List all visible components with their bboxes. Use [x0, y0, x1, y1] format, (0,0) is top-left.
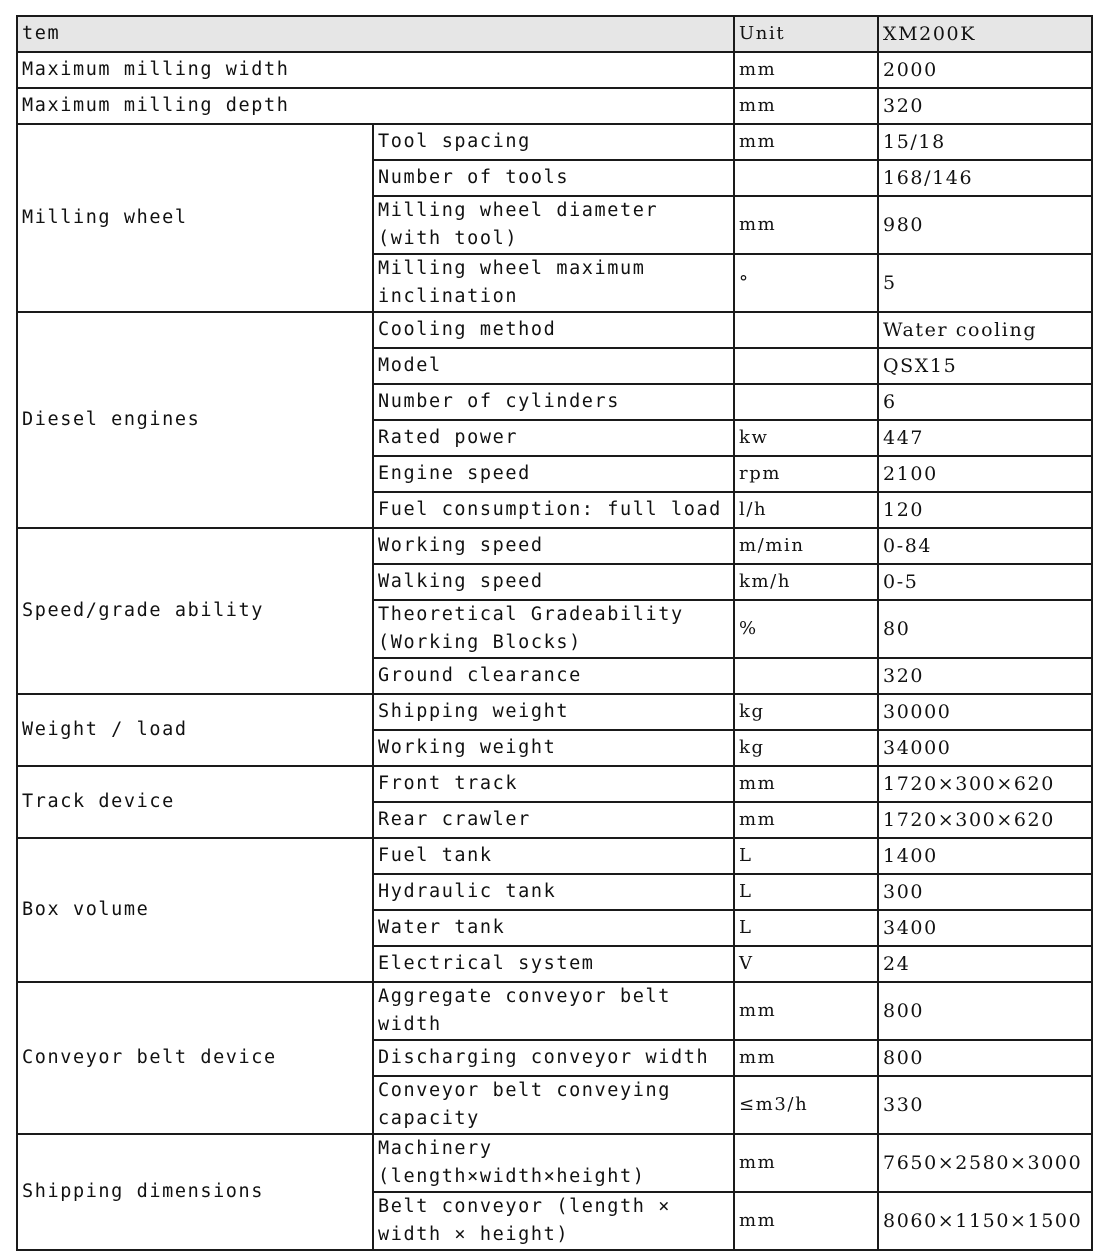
- row-value: 120: [878, 492, 1092, 528]
- group-label: Weight / load: [17, 694, 373, 766]
- row-label: Working weight: [373, 730, 734, 766]
- row-label: Number of cylinders: [373, 384, 734, 420]
- row-unit: [734, 160, 878, 196]
- row-unit: [734, 384, 878, 420]
- group-label: Conveyor belt device: [17, 982, 373, 1134]
- row-value: 24: [878, 946, 1092, 982]
- row-label: Conveyor belt conveying capacity: [373, 1076, 734, 1134]
- row-label: Milling wheel maximum inclination: [373, 254, 734, 312]
- row-unit: mm: [734, 88, 878, 124]
- row-value: 8060×1150×1500: [878, 1192, 1092, 1250]
- table-row: [17, 1134, 1092, 1192]
- row-label: Working speed: [373, 528, 734, 564]
- row-value: Water cooling: [878, 312, 1092, 348]
- header-item: tem: [17, 16, 734, 52]
- row-unit: kg: [734, 694, 878, 730]
- row-value: 320: [878, 88, 1092, 124]
- table-row: [17, 52, 1092, 88]
- row-unit: mm: [734, 982, 878, 1040]
- table-row: [17, 838, 1092, 874]
- group-label: Speed/grade ability: [17, 528, 373, 694]
- row-value: 30000: [878, 694, 1092, 730]
- row-value: 330: [878, 1076, 1092, 1134]
- row-unit: kg: [734, 730, 878, 766]
- row-unit: m/min: [734, 528, 878, 564]
- row-value: 6: [878, 384, 1092, 420]
- row-label: Model: [373, 348, 734, 384]
- row-value: 80: [878, 600, 1092, 658]
- row-value: 2000: [878, 52, 1092, 88]
- table-row: [17, 88, 1092, 124]
- row-label: Milling wheel diameter (with tool): [373, 196, 734, 254]
- row-label: Front track: [373, 766, 734, 802]
- row-unit: L: [734, 910, 878, 946]
- row-label: Number of tools: [373, 160, 734, 196]
- group-label: Track device: [17, 766, 373, 838]
- row-label: Shipping weight: [373, 694, 734, 730]
- row-unit: mm: [734, 802, 878, 838]
- row-value: 1400: [878, 838, 1092, 874]
- row-label: Engine speed: [373, 456, 734, 492]
- row-value: QSX15: [878, 348, 1092, 384]
- row-label: Discharging conveyor width: [373, 1040, 734, 1076]
- row-unit: mm: [734, 1192, 878, 1250]
- row-label: Machinery (length×width×height): [373, 1134, 734, 1192]
- row-value: 168/146: [878, 160, 1092, 196]
- group-label: Milling wheel: [17, 124, 373, 312]
- row-unit: L: [734, 874, 878, 910]
- header-model: XM200K: [878, 16, 1092, 52]
- row-value: 800: [878, 982, 1092, 1040]
- row-label: Electrical system: [373, 946, 734, 982]
- row-unit: km/h: [734, 564, 878, 600]
- row-label: Hydraulic tank: [373, 874, 734, 910]
- row-unit: mm: [734, 1134, 878, 1192]
- row-value: 300: [878, 874, 1092, 910]
- row-unit: %: [734, 600, 878, 658]
- row-value: 0-84: [878, 528, 1092, 564]
- row-label: Fuel consumption: full load: [373, 492, 734, 528]
- row-label: Ground clearance: [373, 658, 734, 694]
- row-label: Maximum milling width: [17, 52, 734, 88]
- row-label: Water tank: [373, 910, 734, 946]
- row-unit: L: [734, 838, 878, 874]
- table-row: [17, 982, 1092, 1040]
- row-unit: mm: [734, 1040, 878, 1076]
- row-value: 447: [878, 420, 1092, 456]
- row-label: Rated power: [373, 420, 734, 456]
- row-unit: [734, 348, 878, 384]
- spec-table: [16, 15, 1093, 1251]
- header-row: [17, 16, 1092, 52]
- row-value: 7650×2580×3000: [878, 1134, 1092, 1192]
- table-row: [17, 312, 1092, 348]
- row-unit: mm: [734, 196, 878, 254]
- table-row: [17, 124, 1092, 160]
- row-unit: mm: [734, 766, 878, 802]
- row-unit: V: [734, 946, 878, 982]
- row-value: 3400: [878, 910, 1092, 946]
- row-value: 1720×300×620: [878, 802, 1092, 838]
- table-row: [17, 528, 1092, 564]
- row-unit: °: [734, 254, 878, 312]
- row-value: 2100: [878, 456, 1092, 492]
- row-value: 15/18: [878, 124, 1092, 160]
- row-unit: mm: [734, 124, 878, 160]
- row-unit: rpm: [734, 456, 878, 492]
- row-unit: mm: [734, 52, 878, 88]
- row-label: Belt conveyor (length × width × height): [373, 1192, 734, 1250]
- row-label: Theoretical Gradeability (Working Blocks): [373, 600, 734, 658]
- row-unit: ≤m3/h: [734, 1076, 878, 1134]
- row-value: 800: [878, 1040, 1092, 1076]
- row-unit: [734, 312, 878, 348]
- row-label: Maximum milling depth: [17, 88, 734, 124]
- row-label: Cooling method: [373, 312, 734, 348]
- row-value: 34000: [878, 730, 1092, 766]
- group-label: Diesel engines: [17, 312, 373, 528]
- header-unit: Unit: [734, 16, 878, 52]
- row-value: 320: [878, 658, 1092, 694]
- row-unit: l/h: [734, 492, 878, 528]
- row-unit: [734, 658, 878, 694]
- row-value: 980: [878, 196, 1092, 254]
- row-label: Aggregate conveyor belt width: [373, 982, 734, 1040]
- row-value: 1720×300×620: [878, 766, 1092, 802]
- row-label: Rear crawler: [373, 802, 734, 838]
- row-value: 5: [878, 254, 1092, 312]
- table-row: [17, 766, 1092, 802]
- row-unit: kw: [734, 420, 878, 456]
- row-value: 0-5: [878, 564, 1092, 600]
- group-label: Shipping dimensions: [17, 1134, 373, 1250]
- group-label: Box volume: [17, 838, 373, 982]
- row-label: Tool spacing: [373, 124, 734, 160]
- row-label: Fuel tank: [373, 838, 734, 874]
- row-label: Walking speed: [373, 564, 734, 600]
- table-row: [17, 694, 1092, 730]
